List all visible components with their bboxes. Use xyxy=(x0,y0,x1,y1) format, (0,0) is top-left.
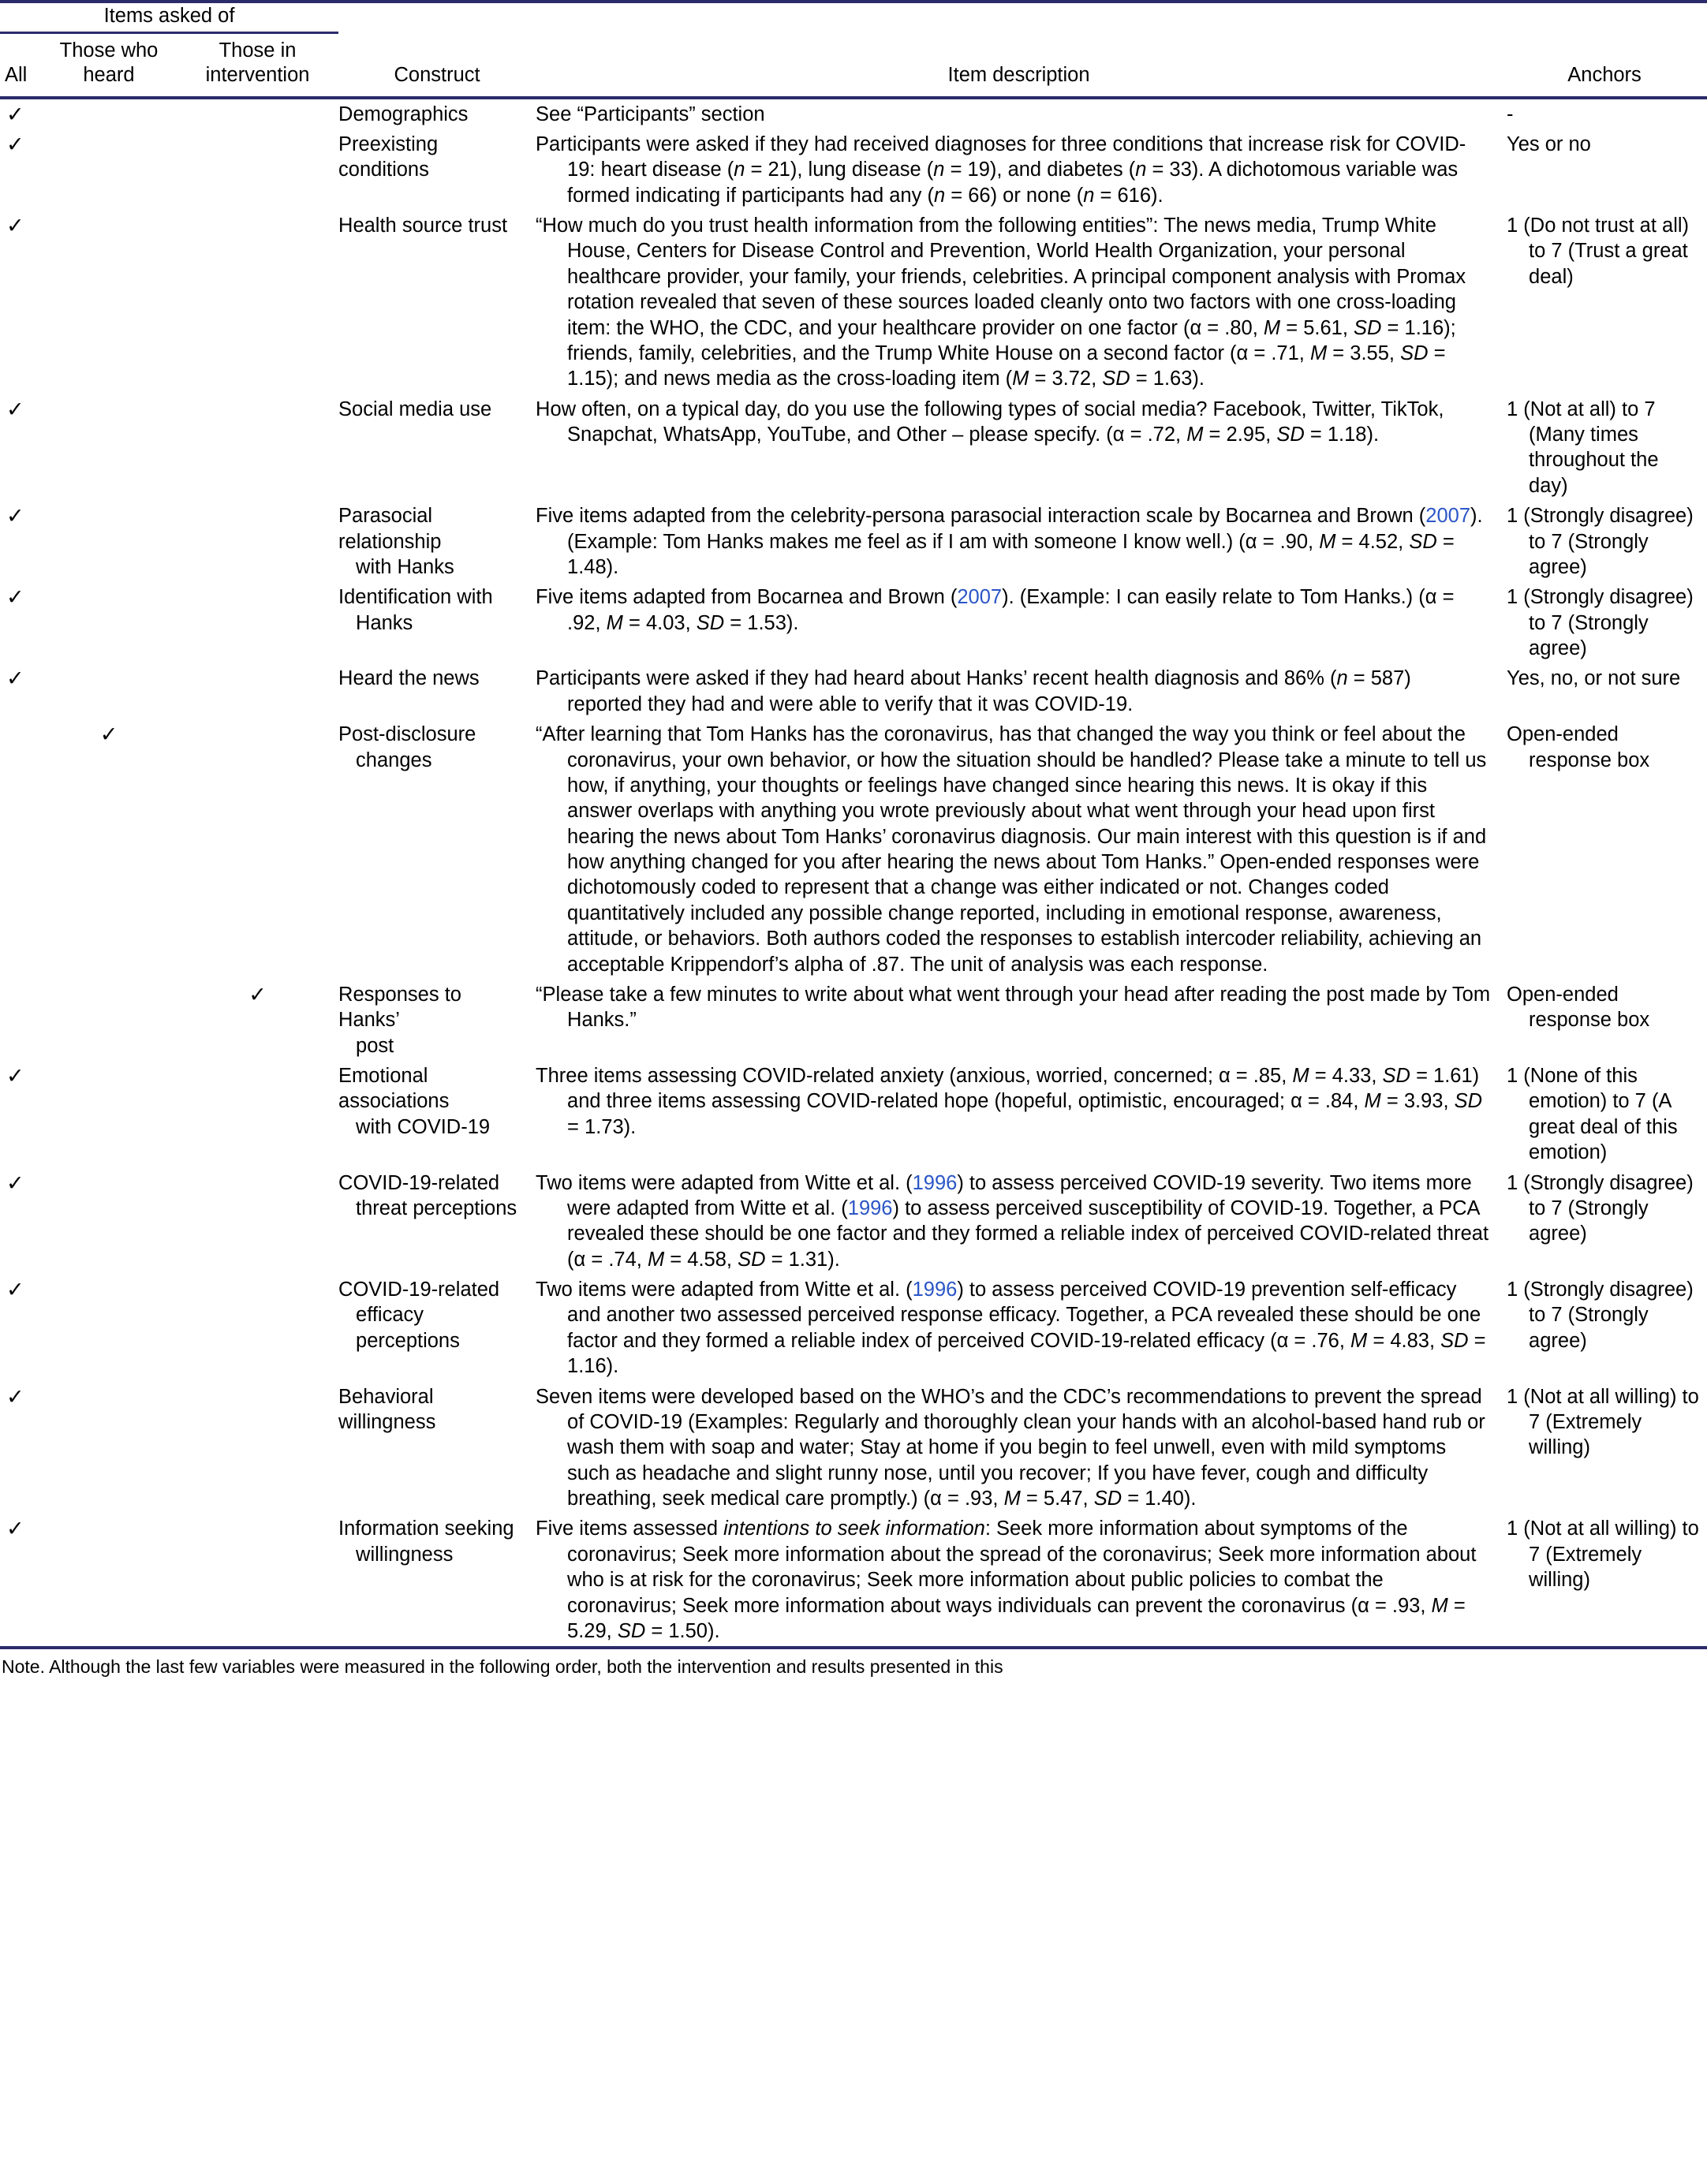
cell-construct xyxy=(338,980,536,1061)
cell-those-who-heard-checkmark xyxy=(41,1168,177,1275)
table-row xyxy=(0,980,1707,1061)
cell-anchors xyxy=(1502,211,1707,394)
cell-item-description xyxy=(536,1275,1502,1382)
construct-line-1: Behavioral willingness xyxy=(338,1385,436,1433)
cell-anchors xyxy=(1502,394,1707,502)
cell-anchors xyxy=(1502,663,1707,719)
header-column-row xyxy=(0,33,1707,98)
cell-construct xyxy=(338,501,536,582)
cell-construct xyxy=(338,1382,536,1514)
cell-all-checkmark: ✓ xyxy=(6,1384,24,1409)
cell-item-description xyxy=(536,1061,1502,1168)
table-row xyxy=(0,582,1707,663)
cell-item-description xyxy=(536,1168,1502,1275)
column-header-those-who-heard: Those who heard xyxy=(59,39,159,87)
cell-those-who-heard-checkmark xyxy=(41,1382,177,1514)
cell-construct xyxy=(338,211,536,394)
citation-link[interactable]: 2007 xyxy=(957,586,1003,609)
table-body xyxy=(0,98,1707,1647)
header-group-spacer-desc xyxy=(536,2,1502,32)
cell-all-checkmark: ✓ xyxy=(6,1170,24,1195)
item-description-text: How often, on a typical day, do you use the following types of social media? Facebook, Twitter, TikTok, Snapchat, WhatsApp, YouTube, and Other – please specify. (α = .72, M = 2.95, SD = 1.18). xyxy=(536,398,1444,446)
table-row xyxy=(0,501,1707,582)
citation-link[interactable]: 1996 xyxy=(912,1279,958,1301)
table-row xyxy=(0,129,1707,211)
cell-construct xyxy=(338,719,536,980)
cell-those-in-intervention-checkmark xyxy=(177,1382,338,1514)
anchors-text: 1 (Not at all willing) to 7 (Extremely willing) xyxy=(1507,1385,1699,1459)
citation-link[interactable]: 1996 xyxy=(912,1171,958,1194)
item-description-text: Five items adapted from the celebrity-persona parasocial interaction scale by Bocarnea and Brown (2007). (Example: Tom Hanks makes me feel as if I am with someone I know well.) (α = .90, M = 4.52, SD = 1.48). xyxy=(536,505,1483,578)
column-header-construct: Construct xyxy=(394,64,480,87)
cell-construct xyxy=(338,129,536,211)
cell-anchors xyxy=(1502,98,1707,129)
item-description-text: Five items assessed intentions to seek information: Seek more information about symptoms of the coronavirus; Seek more information about the spread of the coronavirus; Seek more information about who is at risk for the coronavirus; Seek more information about public policies to combat the coronavirus; Seek more information about ways individuals can prevent the coronavirus (α = .93, M = 5.29, SD = 1.50). xyxy=(536,1518,1477,1642)
cell-those-in-intervention-checkmark xyxy=(177,1514,338,1646)
cell-construct xyxy=(338,663,536,719)
anchors-text: 1 (None of this emotion) to 7 (A great deal of this emotion) xyxy=(1507,1065,1678,1164)
anchors-text: 1 (Not at all willing) to 7 (Extremely willing) xyxy=(1507,1518,1699,1592)
table-footnote: Note. Although the last few variables were measured in the following order, both the intervention and results presented in this xyxy=(2,1656,1003,1678)
cell-all-checkmark xyxy=(0,719,41,980)
cell-all-checkmark: ✓ xyxy=(6,397,24,421)
item-description-text: Five items adapted from Bocarnea and Brown (2007). (Example: I can easily relate to Tom Hanks.) (α = .92, M = 4.03, SD = 1.53). xyxy=(536,586,1455,634)
cell-those-in-intervention-checkmark xyxy=(177,719,338,980)
construct-line-1: Demographics xyxy=(338,103,469,125)
cell-those-in-intervention-checkmark xyxy=(177,129,338,211)
cell-all-checkmark: ✓ xyxy=(6,666,24,691)
cell-construct xyxy=(338,1275,536,1382)
cell-those-in-intervention-checkmark xyxy=(177,663,338,719)
cell-anchors xyxy=(1502,129,1707,211)
construct-line-2: efficacy perceptions xyxy=(356,1304,460,1352)
construct-line-1: Parasocial relationship xyxy=(338,505,442,553)
cell-those-who-heard-checkmark xyxy=(41,129,177,211)
cell-anchors xyxy=(1502,1514,1707,1646)
anchors-text: 1 (Strongly disagree) to 7 (Strongly agree) xyxy=(1507,505,1694,578)
cell-construct xyxy=(338,1168,536,1275)
construct-line-1: Social media use xyxy=(338,398,492,420)
anchors-text: Yes, no, or not sure xyxy=(1507,667,1681,690)
table-row xyxy=(0,211,1707,394)
construct-line-2: post xyxy=(356,1034,394,1057)
cell-construct xyxy=(338,98,536,129)
table-row xyxy=(0,394,1707,502)
cell-all-checkmark: ✓ xyxy=(6,1064,24,1088)
construct-line-1: Identification with xyxy=(338,586,493,609)
cell-item-description xyxy=(536,719,1502,980)
citation-link[interactable]: 1996 xyxy=(847,1197,893,1219)
header-group-spacer-anchors xyxy=(1502,2,1707,32)
cell-construct xyxy=(338,1061,536,1168)
table-header xyxy=(0,2,1707,98)
cell-all-checkmark: ✓ xyxy=(6,102,24,126)
cell-those-who-heard-checkmark xyxy=(41,1275,177,1382)
anchors-text: Open-ended response box xyxy=(1507,723,1650,771)
item-description-text: Two items were adapted from Witte et al. (1996) to assess perceived COVID-19 severity. Two items more were adapted from Witte et al. (1996) to assess perceived susceptibility of COVID-19. Together, a PCA revealed these should be one factor and they formed a reliable index of perceived COVID-related threat (α = .74, M = 4.58, SD = 1.31). xyxy=(536,1171,1489,1271)
cell-those-in-intervention-checkmark xyxy=(177,98,338,129)
anchors-text: 1 (Strongly disagree) to 7 (Strongly agree) xyxy=(1507,1279,1694,1352)
header-group-row xyxy=(0,2,1707,32)
citation-link[interactable]: 2007 xyxy=(1425,505,1471,528)
item-description-text: Participants were asked if they had received diagnoses for three conditions that increase risk for COVID-19: heart disease (n = 21), lung disease (n = 19), and diabetes (n = 33). A dichotomous variable was formed indicating if participants had any (n = 66) or none (n = 616). xyxy=(536,133,1466,207)
table-row xyxy=(0,1275,1707,1382)
construct-line-2: willingness xyxy=(356,1543,454,1566)
cell-construct xyxy=(338,582,536,663)
table-row xyxy=(0,98,1707,129)
cell-item-description xyxy=(536,1382,1502,1514)
cell-anchors xyxy=(1502,1275,1707,1382)
cell-those-who-heard-checkmark xyxy=(41,582,177,663)
cell-those-who-heard-checkmark xyxy=(41,663,177,719)
table-row xyxy=(0,719,1707,980)
item-description-text: Two items were adapted from Witte et al. (1996) to assess perceived COVID-19 prevention self-efficacy and another two assessed perceived response efficacy. Together, a PCA revealed these should be one factor and they formed a reliable index of perceived COVID-19-related efficacy (α = .76, M = 4.83, SD = 1.16). xyxy=(536,1279,1486,1378)
cell-all-checkmark: ✓ xyxy=(6,1278,24,1302)
cell-item-description xyxy=(536,394,1502,502)
cell-anchors xyxy=(1502,501,1707,582)
table-row xyxy=(0,663,1707,719)
cell-anchors xyxy=(1502,1061,1707,1168)
cell-item-description xyxy=(536,501,1502,582)
anchors-text: 1 (Do not trust at all) to 7 (Trust a great deal) xyxy=(1507,215,1690,288)
anchors-text: 1 (Not at all) to 7 (Many times throughout the day) xyxy=(1507,398,1659,497)
column-header-those-in-intervention: Those in intervention xyxy=(205,39,310,87)
cell-those-in-intervention-checkmark xyxy=(177,211,338,394)
table-row xyxy=(0,1168,1707,1275)
cell-anchors xyxy=(1502,582,1707,663)
cell-item-description xyxy=(536,211,1502,394)
construct-line-1: Responses to Hanks’ xyxy=(338,983,461,1032)
cell-those-in-intervention-checkmark xyxy=(177,1061,338,1168)
cell-those-in-intervention-checkmark xyxy=(177,582,338,663)
construct-line-1: COVID-19-related xyxy=(338,1171,500,1194)
cell-item-description xyxy=(536,98,1502,129)
construct-line-2: with Hanks xyxy=(356,555,454,578)
cell-those-who-heard-checkmark xyxy=(41,98,177,129)
cell-those-who-heard-checkmark xyxy=(41,1061,177,1168)
anchors-text: Yes or no xyxy=(1507,133,1591,155)
cell-all-checkmark: ✓ xyxy=(6,1517,24,1541)
construct-line-1: Post-disclosure xyxy=(338,723,476,746)
cell-item-description xyxy=(536,980,1502,1061)
item-description-text: Three items assessing COVID-related anxiety (anxious, worried, concerned; α = .85, M = 4.33, SD = 1.61) and three items assessing COVID-related hope (hopeful, optimistic, encouraged; α = .84, M = 3.93, SD = 1.73). xyxy=(536,1065,1483,1138)
header-group-spacer-construct xyxy=(338,2,536,32)
cell-item-description xyxy=(536,663,1502,719)
cell-those-who-heard-checkmark xyxy=(41,211,177,394)
cell-anchors xyxy=(1502,980,1707,1061)
cell-anchors xyxy=(1502,719,1707,980)
item-description-text: “How much do you trust health information from the following entities”: The news media, Trump White House, Centers for Disease Control and Prevention, World Health Organization, your personal healthcare provider, your family, your friends, celebrities. A principal component analysis with Promax rotation revealed that seven of these sources loaded cleanly onto two factors with one cross-loading item: the WHO, the CDC, and your healthcare provider on one factor (α = .80, M = 5.61, SD = 1.16); friends, family, celebrities, and the Trump White House on a second factor (α = .71, M = 3.55, SD = 1.15); and news media as the cross-loading item (M = 3.72, SD = 1.63). xyxy=(536,215,1466,390)
cell-those-in-intervention-checkmark xyxy=(177,501,338,582)
cell-those-who-heard-checkmark xyxy=(41,501,177,582)
anchors-text: Open-ended response box xyxy=(1507,983,1650,1032)
cell-construct xyxy=(338,394,536,502)
cell-those-in-intervention-checkmark xyxy=(177,1275,338,1382)
item-description-text: Participants were asked if they had heard about Hanks’ recent health diagnosis and 86% (n = 587) reported they had and were able to verify that it was COVID-19. xyxy=(536,667,1411,715)
construct-line-1: Emotional associations xyxy=(338,1065,450,1113)
cell-those-in-intervention-checkmark xyxy=(177,394,338,502)
item-description-text: See “Participants” section xyxy=(536,103,765,125)
cell-all-checkmark: ✓ xyxy=(6,504,24,528)
construct-line-2: with COVID-19 xyxy=(356,1115,491,1138)
anchors-text: 1 (Strongly disagree) to 7 (Strongly agree) xyxy=(1507,1171,1694,1245)
cell-item-description xyxy=(536,1514,1502,1646)
anchors-text: - xyxy=(1507,103,1514,125)
cell-those-who-heard-checkmark xyxy=(41,1514,177,1646)
cell-anchors xyxy=(1502,1168,1707,1275)
cell-all-checkmark: ✓ xyxy=(6,132,24,156)
table-row xyxy=(0,1061,1707,1168)
construct-line-2: changes xyxy=(356,749,432,771)
construct-line-1: Preexisting conditions xyxy=(338,133,439,181)
cell-construct xyxy=(338,1514,536,1646)
cell-those-who-heard-checkmark: ✓ xyxy=(99,722,118,747)
item-description-text: “Please take a few minutes to write about what went through your head after reading the post made by Tom Hanks.” xyxy=(536,983,1491,1032)
column-header-anchors: Anchors xyxy=(1567,64,1642,87)
cell-item-description xyxy=(536,129,1502,211)
cell-all-checkmark: ✓ xyxy=(6,214,24,238)
item-description-text: “After learning that Tom Hanks has the coronavirus, has that changed the way you think or feel about the coronavirus, your own behavior, or how the situation should be handled? Please take a minute to tell us how, if anything, your thoughts or feelings have changed since hearing this news. It is okay if this answer overlaps with anything you wrote previously about what went through your head upon first hearing the news about Tom Hanks’ coronavirus diagnosis. Our main interest with this question is if and how anything changed for you after hearing the news about Tom Hanks.” Open-ended responses were dichotomously coded to represent that a change was either indicated or not. Changes coded quantitatively included any possible change reported, including in emotional response, awareness, attitude, or behaviors. Both authors coded the responses to establish intercoder reliability, achieving an acceptable Krippendorf’s alpha of .87. The unit of analysis was each response. xyxy=(536,723,1487,976)
cell-anchors xyxy=(1502,1382,1707,1514)
header-group-items-asked-of: Items asked of xyxy=(103,5,235,27)
cell-those-who-heard-checkmark xyxy=(41,980,177,1061)
cell-those-in-intervention-checkmark xyxy=(177,1168,338,1275)
construct-line-2: Hanks xyxy=(356,611,413,634)
cell-all-checkmark: ✓ xyxy=(6,585,24,610)
cell-those-in-intervention-checkmark: ✓ xyxy=(248,982,267,1006)
construct-line-1: Information seeking xyxy=(338,1518,514,1540)
column-header-all: All xyxy=(5,64,28,87)
cell-item-description xyxy=(536,582,1502,663)
column-header-item-description: Item description xyxy=(947,64,1090,87)
table-row xyxy=(0,1514,1707,1646)
item-description-text: Seven items were developed based on the WHO’s and the CDC’s recommendations to prevent the spread of COVID-19 (Examples: Regularly and thoroughly clean your hands with an alcohol-based hand rub or wash them with soap and water; Stay at home if you begin to feel unwell, even with mild symptoms such as headache and slight runny nose, until you recover; If you have fever, cough and difficulty breathing, seek medical care promptly.) (α = .93, M = 5.47, SD = 1.40). xyxy=(536,1385,1485,1510)
table-row xyxy=(0,1382,1707,1514)
cell-those-who-heard-checkmark xyxy=(41,394,177,502)
construct-line-1: Heard the news xyxy=(338,667,480,690)
construct-line-2: threat perceptions xyxy=(356,1197,517,1219)
cell-all-checkmark xyxy=(0,980,41,1061)
construct-line-1: COVID-19-related xyxy=(338,1279,500,1301)
construct-line-1: Health source trust xyxy=(338,215,508,237)
anchors-text: 1 (Strongly disagree) to 7 (Strongly agree) xyxy=(1507,586,1694,660)
